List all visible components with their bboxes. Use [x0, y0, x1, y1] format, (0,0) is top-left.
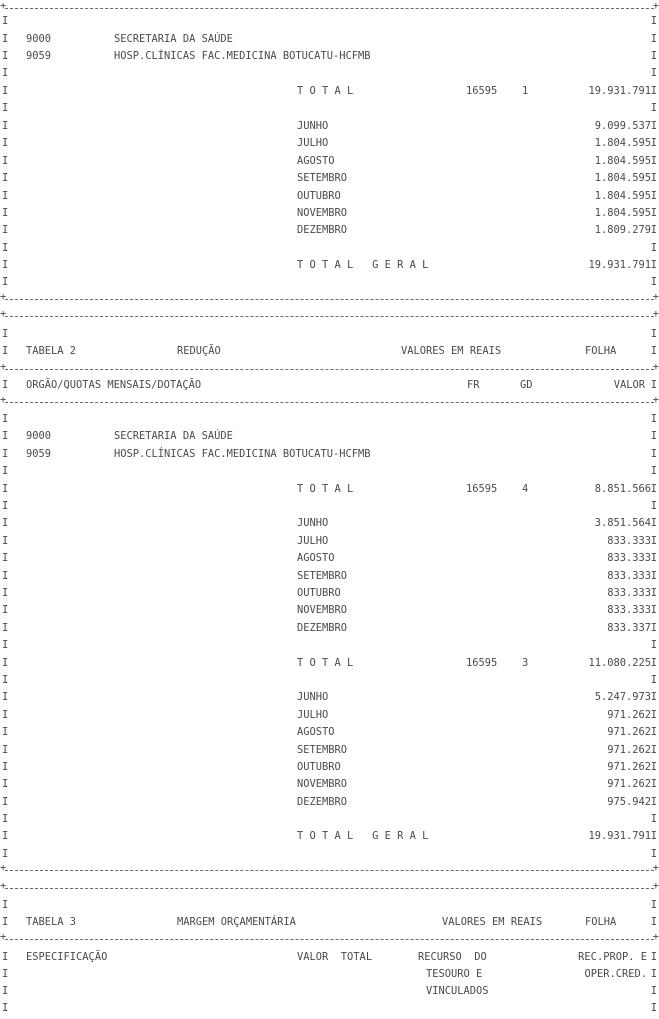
- month-row: I JULHO 971.262 I: [0, 707, 659, 724]
- folha-label: FOLHA: [585, 916, 617, 928]
- month-value: 1.804.595: [594, 172, 651, 184]
- month-value: 833.333: [607, 570, 651, 582]
- month-value: 9.099.537: [594, 120, 651, 132]
- separator: + +: [0, 394, 659, 406]
- month-row: I OUTUBRO 1.804.595 I: [0, 188, 659, 205]
- month-value: 833.337: [607, 622, 651, 634]
- month-row: I JUNHO 5.247.973 I: [0, 689, 659, 706]
- month-name: SETEMBRO: [297, 744, 348, 756]
- col-spec: ESPECIFICAÇÃO: [26, 951, 108, 963]
- month-row: I SETEMBRO 1.804.595 I: [0, 170, 659, 187]
- separator: + +: [0, 931, 659, 943]
- col-rec-prop-2: OPER.CRED.: [584, 968, 647, 980]
- month-value: 5.247.973: [594, 691, 651, 703]
- month-name: AGOSTO: [297, 552, 335, 564]
- org-code: 9000: [26, 430, 52, 442]
- month-row: I JULHO 1.804.595 I: [0, 135, 659, 152]
- month-value: 1.809.279: [594, 224, 651, 236]
- total-fr: 3: [522, 657, 529, 669]
- folha-label: FOLHA: [585, 345, 617, 357]
- separator: + +: [0, 361, 659, 373]
- month-value: 971.262: [607, 709, 651, 721]
- month-name: AGOSTO: [297, 726, 335, 738]
- table-title: TABELA 3: [26, 916, 77, 928]
- table2-total1-row: I T O T A L 16595 4 8.851.566 I: [0, 481, 659, 498]
- table2-total2-row: I T O T A L 16595 3 11.080.225 I: [0, 655, 659, 672]
- month-value: 833.333: [607, 587, 651, 599]
- month-value: 971.262: [607, 726, 651, 738]
- month-name: DEZEMBRO: [297, 224, 348, 236]
- total-code: 16595: [466, 657, 498, 669]
- month-name: JULHO: [297, 709, 329, 721]
- block1-unit-row: I 9059 HOSP.CLÍNICAS FAC.MEDICINA BOTUCATU-HCFMB I: [0, 48, 659, 65]
- table2-grand-total-row: I T O T A L G E R A L 19.931.791 I: [0, 828, 659, 845]
- month-value: 1.804.595: [594, 207, 651, 219]
- block1-grand-total-row: I T O T A L G E R A L 19.931.791 I: [0, 257, 659, 274]
- month-value: 1.804.595: [594, 137, 651, 149]
- table-subtitle: MARGEM ORÇAMENTÁRIA: [177, 916, 296, 928]
- month-row: I NOVEMBRO 833.333 I: [0, 602, 659, 619]
- month-name: AGOSTO: [297, 155, 335, 167]
- table3-column-headers-3: I VINCULADOS I: [0, 983, 659, 1000]
- total-value: 8.851.566: [594, 483, 651, 495]
- org-name: SECRETARIA DA SAÚDE: [114, 430, 233, 442]
- org-name: SECRETARIA DA SAÚDE: [114, 33, 233, 45]
- unit-code: 9059: [26, 50, 52, 62]
- table2-unit-row: I 9059 HOSP.CLÍNICAS FAC.MEDICINA BOTUCATU-HCFMB I: [0, 446, 659, 463]
- total-label: T O T A L: [297, 85, 354, 97]
- month-row: I DEZEMBRO 975.942 I: [0, 794, 659, 811]
- col-recurso: RECURSO DO: [418, 951, 487, 963]
- month-row: I NOVEMBRO 971.262 I: [0, 776, 659, 793]
- separator-top: + +: [0, 0, 659, 12]
- month-value: 971.262: [607, 744, 651, 756]
- month-row: I JUNHO 9.099.537 I: [0, 118, 659, 135]
- separator: + +: [0, 880, 659, 892]
- table3-column-headers-2: I TESOURO E OPER.CRED. I: [0, 966, 659, 983]
- grand-total-label: T O T A L G E R A L: [297, 259, 429, 271]
- month-name: OUTUBRO: [297, 761, 341, 773]
- month-name: NOVEMBRO: [297, 604, 348, 616]
- total-label: T O T A L: [297, 483, 354, 495]
- month-value: 975.942: [607, 796, 651, 808]
- col-valor: VALOR: [613, 379, 645, 391]
- month-name: OUTUBRO: [297, 190, 341, 202]
- month-name: DEZEMBRO: [297, 622, 348, 634]
- total-value: 11.080.225: [588, 657, 651, 669]
- col-fr: FR: [467, 379, 480, 391]
- report-page: + + I I I 9000 SECRETARIA DA SAÚDE I I 9059 HOSP.CLÍNICAS FAC.MEDICINA BOTUCATU-HCFMB I I I I T O T A L 16595 1 19.931.791 I I I I JUNHO 9.099.537 I I JULHO 1.804.595 I I AGOSTO 1.804.595 I I SETEMBRO 1.804.595 I I OUTUBRO 1.804.595 I I NOVEMBRO 1.804.595 I I DEZEMBRO 1.809.279 I I I I T O T A L G E R A L 19.931.791 I I I + + + + I I I TABELA 2 REDUÇÃO VALORES EM REAIS FOLHA I + + I ORGÃO/QUOTAS MENSAIS/DOTAÇÃO FR GD VALOR I + + I I I 9000 SECRETARIA DA SAÚDE I I 9059 HOSP.CLÍNICAS FAC.MEDICINA BOTUCATU-HCFMB I I I I T O T A L 16595 4 8.851.566 I I I I JUNHO 3.851.564 I I JULHO 833.333 I I AGOSTO 833.333 I I SETEMBRO 833.333 I I OUTUBRO 833.333 I I NOVEMBRO 833.333 I I DEZEMBRO 833.337 I I I I T O T A L 16595 3 11.080.225 I I I I JUNHO 5.247.973 I I JULHO 971.262 I I AGOSTO 971.262 I I SETEMBRO 971.262 I I OUTUBRO 971.262 I I NOVEMBRO 971.262 I I DEZEMBRO 975.942 I I I I T O T A L G E R A L 19.931.791 I I I + + + + I I I TABELA 3 MARGEM ORÇAMENTÁRIA VALORES EM REAIS FOLHA I + + I ESPECIFICAÇÃO VALOR TOTAL RECURSO DO REC.PROP. E I I TESOURO E OPER.CRED. I I VINCULADOS I I I: [0, 0, 659, 1014]
- separator: + +: [0, 862, 659, 874]
- month-name: JULHO: [297, 535, 329, 547]
- month-row: I JUNHO 3.851.564 I: [0, 515, 659, 532]
- month-name: JUNHO: [297, 120, 329, 132]
- month-row: I DEZEMBRO 1.809.279 I: [0, 222, 659, 239]
- table2-column-headers: I ORGÃO/QUOTAS MENSAIS/DOTAÇÃO FR GD VALOR I: [0, 377, 659, 394]
- unit-label: VALORES EM REAIS: [442, 916, 543, 928]
- month-row: I NOVEMBRO 1.804.595 I: [0, 205, 659, 222]
- total-fr: 1: [522, 85, 529, 97]
- month-name: SETEMBRO: [297, 172, 348, 184]
- month-name: NOVEMBRO: [297, 778, 348, 790]
- total-fr: 4: [522, 483, 529, 495]
- block1-org-row: I 9000 SECRETARIA DA SAÚDE I: [0, 31, 659, 48]
- table-subtitle: REDUÇÃO: [177, 345, 221, 357]
- month-row: I OUTUBRO 833.333 I: [0, 585, 659, 602]
- month-name: NOVEMBRO: [297, 207, 348, 219]
- month-row: I SETEMBRO 833.333 I: [0, 568, 659, 585]
- month-name: JUNHO: [297, 517, 329, 529]
- month-row: I AGOSTO 971.262 I: [0, 724, 659, 741]
- month-value: 833.333: [607, 535, 651, 547]
- month-row: I DEZEMBRO 833.337 I: [0, 620, 659, 637]
- separator: + +: [0, 308, 659, 320]
- month-name: SETEMBRO: [297, 570, 348, 582]
- unit-label: VALORES EM REAIS: [401, 345, 502, 357]
- unit-name: HOSP.CLÍNICAS FAC.MEDICINA BOTUCATU-HCFMB: [114, 50, 371, 62]
- unit-code: 9059: [26, 448, 52, 460]
- month-value: 833.333: [607, 604, 651, 616]
- month-name: DEZEMBRO: [297, 796, 348, 808]
- total-code: 16595: [466, 85, 498, 97]
- grand-total-label: T O T A L G E R A L: [297, 830, 429, 842]
- unit-name: HOSP.CLÍNICAS FAC.MEDICINA BOTUCATU-HCFMB: [114, 448, 371, 460]
- month-value: 1.804.595: [594, 155, 651, 167]
- table2-header: I TABELA 2 REDUÇÃO VALORES EM REAIS FOLHA I: [0, 343, 659, 360]
- month-row: I OUTUBRO 971.262 I: [0, 759, 659, 776]
- month-value: 3.851.564: [594, 517, 651, 529]
- month-value: 833.333: [607, 552, 651, 564]
- month-row: I AGOSTO 1.804.595 I: [0, 153, 659, 170]
- month-value: 971.262: [607, 761, 651, 773]
- table-title: TABELA 2: [26, 345, 77, 357]
- table2-org-row: I 9000 SECRETARIA DA SAÚDE I: [0, 428, 659, 445]
- col-orgao: ORGÃO/QUOTAS MENSAIS/DOTAÇÃO: [26, 379, 202, 391]
- col-recurso-2: TESOURO E: [426, 968, 483, 980]
- month-row: I SETEMBRO 971.262 I: [0, 742, 659, 759]
- table3-header: I TABELA 3 MARGEM ORÇAMENTÁRIA VALORES EM REAIS FOLHA I: [0, 914, 659, 931]
- grand-total-value: 19.931.791: [588, 259, 651, 271]
- col-recurso-3: VINCULADOS: [426, 985, 489, 997]
- table3-column-headers: I ESPECIFICAÇÃO VALOR TOTAL RECURSO DO REC.PROP. E I: [0, 949, 659, 966]
- month-name: OUTUBRO: [297, 587, 341, 599]
- total-value: 19.931.791: [588, 85, 651, 97]
- month-row: I JULHO 833.333 I: [0, 533, 659, 550]
- month-row: I AGOSTO 833.333 I: [0, 550, 659, 567]
- month-name: JUNHO: [297, 691, 329, 703]
- col-rec-prop: REC.PROP. E: [578, 951, 647, 963]
- total-label: T O T A L: [297, 657, 354, 669]
- col-valor-total: VALOR TOTAL: [297, 951, 373, 963]
- month-value: 971.262: [607, 778, 651, 790]
- block1-total-row: I T O T A L 16595 1 19.931.791 I: [0, 83, 659, 100]
- org-code: 9000: [26, 33, 52, 45]
- grand-total-value: 19.931.791: [588, 830, 651, 842]
- total-code: 16595: [466, 483, 498, 495]
- month-value: 1.804.595: [594, 190, 651, 202]
- col-gd: GD: [520, 379, 533, 391]
- month-name: JULHO: [297, 137, 329, 149]
- separator: + +: [0, 291, 659, 303]
